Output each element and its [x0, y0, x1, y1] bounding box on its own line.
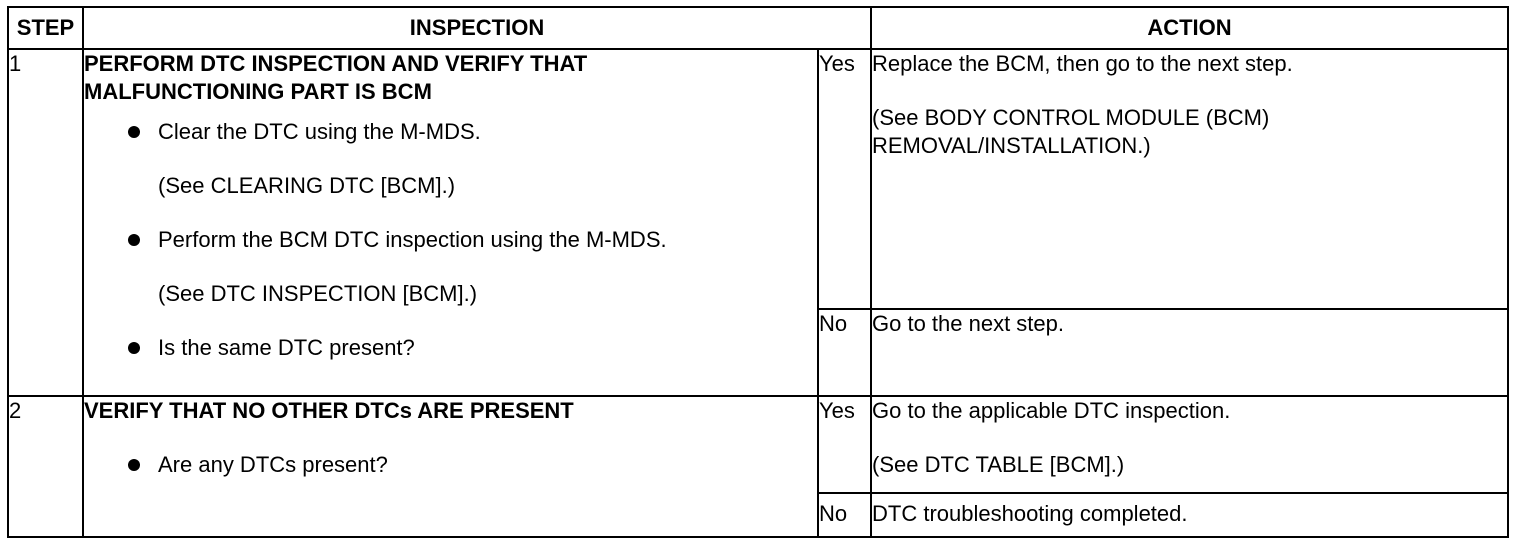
step-title-line-2: MALFUNCTIONING PART IS BCM	[84, 79, 432, 104]
bullet-icon	[128, 342, 140, 354]
bullet-item	[84, 226, 817, 254]
action-text: Go to the applicable DTC inspection.	[872, 398, 1231, 423]
bullet-icon	[128, 234, 140, 246]
step-2-inspection	[83, 396, 818, 537]
action-reference: (See DTC TABLE [BCM].)	[872, 452, 1125, 477]
bullet-icon	[128, 126, 140, 138]
bullet-text: Clear the DTC using the M-MDS.	[158, 119, 481, 144]
step-number: 1	[8, 49, 83, 396]
step-number: 2	[8, 396, 83, 537]
step-1-inspection	[83, 49, 818, 396]
step-title-line-1: PERFORM DTC INSPECTION AND VERIFY THAT	[84, 51, 588, 76]
yes-label: Yes	[818, 49, 871, 309]
bullet-text: Are any DTCs present?	[158, 452, 388, 477]
bullet-icon	[128, 459, 140, 471]
step-1-yes-row	[8, 49, 1508, 309]
action-text: Replace the BCM, then go to the next step.	[872, 51, 1293, 76]
bullet-text: Perform the BCM DTC inspection using the M-MDS.	[158, 227, 667, 252]
header-step: STEP	[8, 7, 83, 49]
yes-action	[871, 49, 1508, 309]
no-action: DTC troubleshooting completed.	[871, 493, 1508, 537]
bullet-item	[84, 451, 817, 479]
no-label: No	[818, 309, 871, 396]
no-action: Go to the next step.	[871, 309, 1508, 396]
yes-action	[871, 396, 1508, 493]
procedure-table	[7, 6, 1509, 538]
yes-label: Yes	[818, 396, 871, 493]
step-title: VERIFY THAT NO OTHER DTCs ARE PRESENT	[84, 398, 574, 423]
action-reference	[872, 104, 1507, 160]
bullet-item	[84, 118, 817, 146]
header-inspection: INSPECTION	[83, 7, 871, 49]
step-2-yes-row	[8, 396, 1508, 493]
header-row	[8, 7, 1508, 49]
bullet-text: Is the same DTC present?	[158, 335, 415, 360]
action-reference-line-1: (See BODY CONTROL MODULE (BCM)	[872, 105, 1270, 130]
step-title	[84, 50, 817, 106]
bullet-item	[84, 334, 817, 362]
no-label: No	[818, 493, 871, 537]
action-reference-line-2: REMOVAL/INSTALLATION.)	[872, 133, 1151, 158]
reference-text: (See CLEARING DTC [BCM].)	[158, 173, 456, 198]
header-action: ACTION	[871, 7, 1508, 49]
reference-text: (See DTC INSPECTION [BCM].)	[158, 281, 478, 306]
